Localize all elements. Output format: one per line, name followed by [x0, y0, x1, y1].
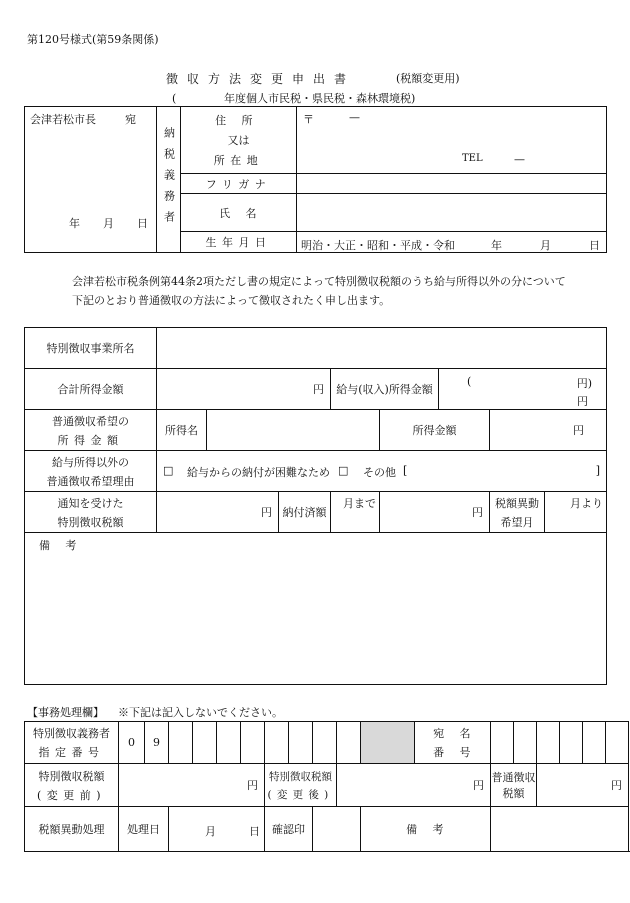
- income-name-field[interactable]: [207, 410, 380, 451]
- addressee-suffix: 宛: [125, 113, 136, 126]
- reason-bracket-close: ]: [595, 464, 601, 477]
- statement-line-2: 下記のとおり普通徴収の方法によって徴収されたく申し出ます。: [72, 294, 391, 307]
- form-number: 第120号様式(第59条関係): [27, 33, 159, 46]
- paid-label-cell: [279, 492, 331, 533]
- office-table: [24, 721, 629, 852]
- after-yen: 円: [473, 779, 484, 792]
- confirm-label: 確認印: [272, 823, 305, 836]
- address-label-cell: [181, 107, 297, 174]
- postal-dash: —: [349, 111, 360, 124]
- notified-label-cell: [25, 492, 157, 533]
- income-name-label: 所得名: [165, 424, 198, 437]
- office-section-note: ※下記は記入しないでください。: [118, 706, 283, 719]
- before-yen: 円: [247, 779, 258, 792]
- addr-num-label-1: 宛名: [433, 727, 486, 740]
- ordinary-tax-yen: 円: [611, 779, 622, 792]
- paid-label: 納付済額: [282, 506, 327, 519]
- furigana-label: フリガナ: [205, 177, 272, 191]
- addr-num-cell-2: [514, 722, 537, 764]
- change-label-2: 希望月: [500, 515, 534, 529]
- addr-num-cell-1: [491, 722, 514, 764]
- office-label: 特別徴収事業所名: [46, 342, 135, 355]
- reason-label-1: 給与所得以外の: [52, 455, 129, 469]
- reason-checkbox-2[interactable]: □: [338, 464, 349, 477]
- ordinary-tax-label: 普通徴収税額: [491, 771, 536, 800]
- birth-field[interactable]: [297, 232, 607, 253]
- reason-label-cell: [25, 451, 157, 492]
- birth-label-cell: [181, 232, 297, 253]
- address-label-1: 住所: [215, 114, 268, 127]
- before-label-cell: [25, 764, 119, 807]
- form-subtitle-open: (: [172, 92, 177, 105]
- process-label: 税額異動処理: [38, 823, 105, 836]
- digit-cell-2: [145, 722, 169, 764]
- from-month-field[interactable]: [545, 492, 607, 533]
- process-date-label: 処理日: [127, 823, 160, 836]
- notified-yen: 円: [261, 506, 272, 519]
- furigana-field[interactable]: [297, 174, 607, 194]
- shaded-cell: [361, 722, 415, 764]
- reason-option-1: 給与からの納付が困難なため: [187, 466, 330, 479]
- addressee-cell: [25, 107, 157, 253]
- salary-yen: 円: [577, 395, 589, 408]
- addr-num-cell-6: [606, 722, 629, 764]
- salary-income-label: 給与(収入)所得金額: [336, 383, 433, 396]
- digit-1: 0: [128, 736, 135, 749]
- salary-paren-open: (: [467, 375, 472, 388]
- change-label-1: 税額異動: [495, 496, 539, 510]
- until-month-field[interactable]: [331, 492, 380, 533]
- date-year: 年: [69, 217, 80, 230]
- digit-cell-7: [265, 722, 289, 764]
- ordinary-tax-label-cell: [491, 764, 537, 807]
- addr-num-cell-4: [560, 722, 583, 764]
- total-income-yen: 円: [313, 383, 324, 396]
- tel-dash: —: [514, 153, 525, 166]
- total-income-field[interactable]: [157, 369, 331, 410]
- name-field[interactable]: [297, 194, 607, 232]
- ordinary-tax-field: [537, 764, 629, 807]
- digit-cell-1: [119, 722, 145, 764]
- salary-income-label-cell: [331, 369, 439, 410]
- after-label-2: (変更後): [267, 788, 334, 801]
- remarks-field[interactable]: [25, 533, 607, 685]
- digit-cell-6: [241, 722, 265, 764]
- digit-cell-9: [313, 722, 337, 764]
- confirm-field: [313, 807, 361, 852]
- address-label-or: 又は: [227, 134, 250, 147]
- form-subtitle: 年度個人市民税・県民税・森林環境税): [224, 92, 416, 105]
- reason-field: [157, 451, 607, 492]
- digit-cell-8: [289, 722, 313, 764]
- process-label-cell: [25, 807, 119, 852]
- birth-day: 日: [589, 239, 600, 252]
- office-field[interactable]: [157, 328, 607, 369]
- digit-cell-3: [169, 722, 193, 764]
- addr-num-label-cell: [415, 722, 491, 764]
- after-amount-field: [337, 764, 491, 807]
- birth-label: 生年月日: [205, 236, 272, 249]
- furigana-label-cell: [181, 174, 297, 194]
- digit-2: 9: [153, 736, 160, 749]
- addressee: 会津若松市長: [30, 113, 96, 126]
- applicant-table: [24, 106, 607, 253]
- taxpayer-label: 納税義務者: [162, 127, 176, 232]
- income-name-label-cell: [157, 410, 207, 451]
- digit-cell-5: [217, 722, 241, 764]
- reason-checkbox-1[interactable]: □: [163, 464, 174, 477]
- change-label-cell: [490, 492, 545, 533]
- after-label-1: 特別徴収税額: [269, 770, 332, 783]
- addr-num-cell-5: [583, 722, 606, 764]
- office-remarks-field: [491, 807, 629, 852]
- process-date-field: [169, 807, 265, 852]
- date-month: 月: [103, 217, 114, 230]
- collector-label-2: 指定番号: [38, 746, 105, 759]
- income-amount-yen: 円: [573, 424, 585, 437]
- process-day: 日: [249, 825, 260, 838]
- notified-label-1: 通知を受けた: [57, 496, 124, 510]
- addr-num-cell-3: [537, 722, 560, 764]
- before-amount-field: [119, 764, 265, 807]
- birth-year: 年: [491, 239, 502, 252]
- collector-label-1: 特別徴収義務者: [33, 727, 110, 740]
- income-amount-field[interactable]: [490, 410, 607, 451]
- name-label: 氏名: [219, 206, 272, 220]
- remarks-label: 備考: [39, 539, 92, 552]
- ordinary-label-1: 普通徴収希望の: [52, 414, 129, 428]
- notified-label-2: 特別徴収税額: [57, 515, 124, 529]
- after-label-cell: [265, 764, 337, 807]
- notified-amount-field[interactable]: [157, 492, 279, 533]
- addr-num-label-2: 番号: [433, 746, 486, 759]
- taxpayer-label-cell: [157, 107, 181, 253]
- office-section-heading: 【事務処理欄】: [27, 706, 104, 719]
- office-label-cell: [25, 328, 157, 369]
- digit-cell-4: [193, 722, 217, 764]
- office-remarks-label-cell: [361, 807, 491, 852]
- from-month: 月より: [570, 497, 604, 510]
- date-day: 日: [137, 217, 148, 230]
- salary-income-field[interactable]: [439, 369, 607, 410]
- total-income-label: 合計所得金額: [57, 383, 124, 396]
- statement-line-1: 会津若松市税条例第44条2項ただし書の規定によって特別徴収税額のうち給与所得以外の分について: [72, 275, 566, 288]
- address-label-2: 所在地: [213, 154, 264, 167]
- birth-month: 月: [540, 239, 551, 252]
- ordinary-label-2: 所得金額: [57, 433, 124, 447]
- form-title: 徴収方法変更申出書: [166, 72, 356, 86]
- paid-amount-field[interactable]: [380, 492, 490, 533]
- birth-eras: 明治・大正・昭和・平成・令和: [301, 239, 455, 252]
- income-amount-label: 所得金額: [412, 424, 457, 437]
- main-table: [24, 327, 607, 685]
- before-label-2: (変更前): [36, 788, 107, 802]
- tel-label: TEL: [462, 153, 483, 164]
- address-field[interactable]: [297, 107, 607, 174]
- postal-mark: 〒: [303, 113, 314, 126]
- digit-cell-10: [337, 722, 361, 764]
- income-amount-label-cell: [380, 410, 490, 451]
- name-label-cell: [181, 194, 297, 232]
- confirm-label-cell: [265, 807, 313, 852]
- before-label-1: 特別徴収税額: [38, 769, 105, 783]
- reason-bracket-open: [: [403, 464, 408, 477]
- process-date-label-cell: [119, 807, 169, 852]
- form-title-note: (税額変更用): [396, 72, 460, 85]
- collector-label-cell: [25, 722, 119, 764]
- paid-yen: 円: [472, 506, 483, 519]
- ordinary-label-cell: [25, 410, 157, 451]
- total-income-label-cell: [25, 369, 157, 410]
- office-remarks-label: 備考: [406, 823, 459, 836]
- salary-yen-close: 円): [576, 377, 593, 390]
- until-month: 月まで: [343, 497, 376, 510]
- reason-label-2: 普通徴収希望理由: [46, 474, 135, 488]
- reason-option-2: その他: [363, 466, 396, 479]
- process-month: 月: [205, 825, 216, 838]
